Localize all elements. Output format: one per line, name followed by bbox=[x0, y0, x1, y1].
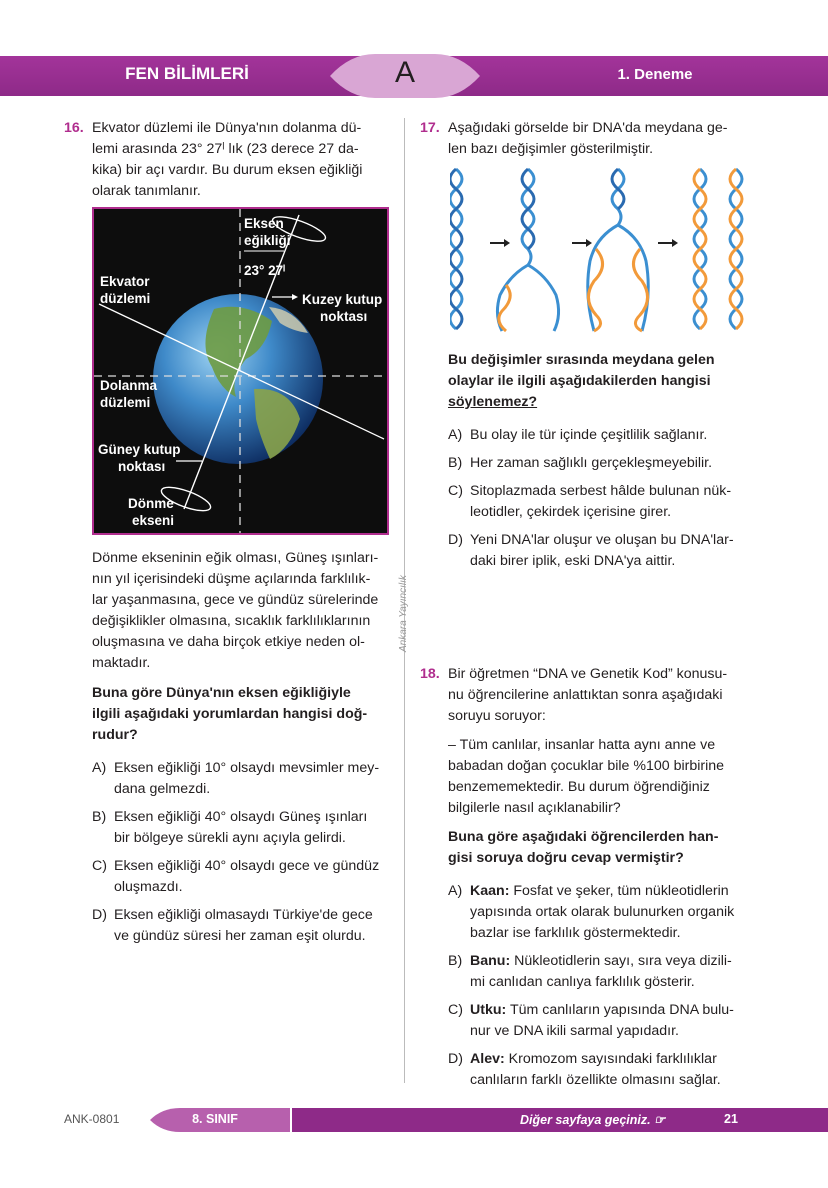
text-line: lemi arasında 23° 27ˡ lık (23 derece 27 da- bbox=[92, 141, 359, 157]
option-d[interactable]: D) Eksen eğikliği olmasaydı Türkiye'de gece ve gündüz süresi her zaman eşit olurdu. bbox=[92, 907, 373, 944]
earth-illustration bbox=[94, 209, 387, 533]
option-a[interactable]: A) Kaan: Fosfat ve şeker, tüm nükleotidlerin yapısında ortak olarak bulunurken organik bazlar ise farklılık göstermektedir. bbox=[448, 883, 735, 941]
label-donme-2: ekseni bbox=[132, 513, 175, 528]
dna-replication-figure bbox=[450, 165, 750, 335]
label-angle: 23° 27ˡ bbox=[244, 263, 286, 278]
label-guney-2: noktası bbox=[118, 459, 166, 474]
question-number: 18. bbox=[420, 666, 440, 682]
arrowhead-1 bbox=[504, 239, 510, 247]
question-17 bbox=[420, 118, 750, 160]
question-intro bbox=[92, 118, 392, 202]
question-intro: Bir öğretmen “DNA ve Genetik Kod” konusu- nu öğrencilerine anlattıktan sonra aşağıdaki soruyu soruyor: bbox=[448, 666, 728, 724]
booklet-letter: A bbox=[394, 56, 415, 89]
label-dolanma-1: Dolanma bbox=[100, 378, 158, 393]
label-egikligi: eğikliği bbox=[244, 233, 291, 248]
subject-title: FEN BİLİMLERİ bbox=[125, 64, 249, 83]
publisher-note: Ankara Yayıncılık bbox=[398, 575, 409, 652]
teacher-quote: – Tüm canlılar, insanlar hatta aynı anne ve babadan doğan çocuklar bile %100 birbirine benzememektedir. Bu durum öğrendiğiniz bilgilerle nasıl açıklanabilir? bbox=[448, 737, 725, 816]
label-dolanma-2: düzlemi bbox=[100, 395, 151, 410]
option-b[interactable]: B) Eksen eğikliği 40° olsaydı Güneş ışınları bir bölgeye sürekli aynı açıyla gelirdi. bbox=[92, 809, 368, 846]
dna-helix-original bbox=[450, 169, 462, 329]
dna-helix-copy-1 bbox=[694, 169, 706, 329]
text-line: lar yaşanmasına, gece ve gündüz sürelerinde bbox=[92, 592, 379, 608]
question-intro: Aşağıdaki görselde bir DNA'da meydana ge- len bazı değişimler gösterilmiştir. bbox=[448, 120, 728, 157]
label-ekvator-1: Ekvator bbox=[100, 274, 150, 289]
option-d[interactable]: D) Yeni DNA'lar oluşur ve oluşan bu DNA'lar- daki birer iplik, eski DNA'ya aittir. bbox=[448, 532, 734, 569]
text-line: değişiklikler olmasına, sıcaklık farklılıklarının bbox=[92, 613, 371, 629]
earth-tilt-figure bbox=[92, 207, 389, 535]
question-prompt: Buna göre aşağıdaki öğrencilerden han- gisi soruya doğru cevap vermiştir? bbox=[448, 829, 719, 866]
option-c[interactable]: C) Utku: Tüm canlıların yapısında DNA bulu- nur ve DNA ikili sarmal yapıdadır. bbox=[448, 1002, 734, 1039]
label-kuzey-2: noktası bbox=[320, 309, 368, 324]
text-line: olarak tanımlanır. bbox=[92, 183, 201, 199]
text-line: nın yıl içerisindeki düşme açılarında farklılık- bbox=[92, 571, 371, 587]
label-ekvator-2: düzlemi bbox=[100, 291, 151, 306]
page-number: 21 bbox=[724, 1112, 738, 1126]
option-b[interactable]: B) Her zaman sağlıklı gerçekleşmeyebilir. bbox=[448, 455, 713, 471]
arrowhead-3 bbox=[672, 239, 678, 247]
question-18 bbox=[420, 664, 750, 1091]
text-line: oluşmasına ve daha birçok etkiye neden ol- bbox=[92, 634, 365, 650]
option-b[interactable]: B) Banu: Nükleotidlerin sayı, sıra veya dizili- mi canlıdan canlıya farklılık gösterir. bbox=[448, 953, 732, 990]
question-16 bbox=[64, 118, 392, 202]
question-prompt: Buna göre Dünya'nın eksen eğikliğiyle ilgili aşağıdaki yorumlardan hangisi doğ- rudur? bbox=[92, 685, 368, 743]
next-page-label: Diğer sayfaya geçiniz. ☞ bbox=[520, 1113, 666, 1127]
label-eksen: Eksen bbox=[244, 216, 284, 231]
label-kuzey-1: Kuzey kutup bbox=[302, 292, 383, 307]
text-line: kika) bir açı vardır. Bu durum eksen eğikliği bbox=[92, 162, 363, 178]
question-prompt: Bu değişimler sırasında meydana gelen olaylar ile ilgili aşağıdakilerden hangisi söylenemez? bbox=[448, 352, 715, 410]
option-d[interactable]: D) Alev: Kromozom sayısındaki farklılıklar canlıların farklı özellikte olmasını sağlar. bbox=[448, 1051, 721, 1088]
grade-label: 8. SINIF bbox=[192, 1112, 238, 1126]
booklet-code: ANK-0801 bbox=[64, 1112, 120, 1126]
north-pole-arrowhead bbox=[292, 294, 298, 300]
text-line: maktadır. bbox=[92, 655, 151, 671]
q16-body bbox=[92, 548, 388, 947]
label-donme-1: Dönme bbox=[128, 496, 174, 511]
question-number: 16. bbox=[64, 120, 84, 136]
dna-helix-unzipping-2 bbox=[588, 169, 649, 331]
option-a[interactable]: A) Eksen eğikliği 10° olsaydı mevsimler mey- dana gelmezdi. bbox=[92, 760, 380, 797]
dna-helix-copy-2 bbox=[730, 169, 742, 329]
option-c[interactable]: C) Sitoplazmada serbest hâlde bulunan nük- leotidler, çekirdek içerisine girer. bbox=[448, 483, 732, 520]
option-c[interactable]: C) Eksen eğikliği 40° olsaydı gece ve gündüz oluşmazdı. bbox=[92, 858, 380, 895]
label-guney-1: Güney kutup bbox=[98, 442, 181, 457]
text-line: Ekvator düzlemi ile Dünya'nın dolanma dü- bbox=[92, 120, 362, 136]
text-line: Dönme ekseninin eğik olması, Güneş ışınları- bbox=[92, 550, 379, 566]
pointing-hand-icon: ☞ bbox=[654, 1113, 666, 1127]
option-a[interactable]: A) Bu olay ile tür içinde çeşitlilik sağlanır. bbox=[448, 427, 708, 443]
q17-question bbox=[448, 350, 750, 572]
arrowhead-2 bbox=[586, 239, 592, 247]
dna-helix-unzipping-1 bbox=[497, 169, 558, 331]
question-number: 17. bbox=[420, 120, 440, 136]
exam-title: 1. Deneme bbox=[617, 66, 693, 83]
